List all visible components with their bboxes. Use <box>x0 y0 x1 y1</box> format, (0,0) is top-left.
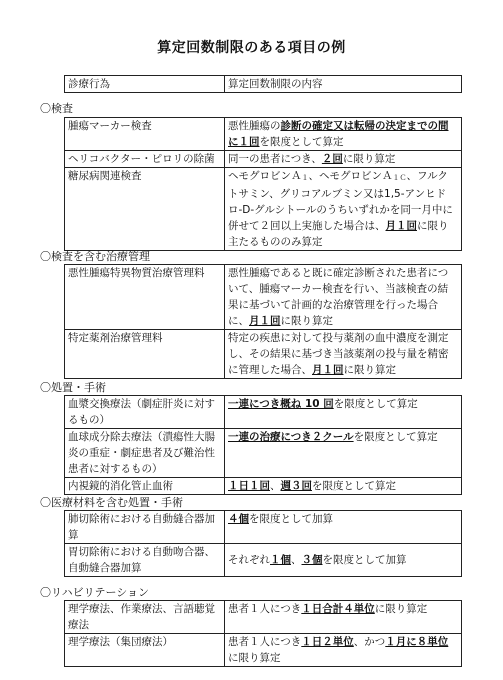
content-emphasis: ３個 <box>301 554 323 566</box>
content-text: 患者１人につき <box>228 636 302 648</box>
row-content <box>225 330 462 379</box>
content-emphasis: １日２単位 <box>301 636 354 648</box>
section-title-exam: 〇検査 <box>40 102 73 115</box>
row-content <box>225 168 462 251</box>
header-row <box>65 76 462 93</box>
content-text: 患者１人につき <box>228 603 302 615</box>
section-table-treatment-mgmt <box>64 264 462 379</box>
content-text: 同一の患者につき、 <box>228 153 322 165</box>
content-text: それぞれ <box>228 554 270 566</box>
row-label: 肺切除術における自動縫合器加算 <box>65 511 225 544</box>
content-text: 、 <box>291 554 302 566</box>
section-title-materials: 〇医療材料を含む処置・手術 <box>40 496 183 509</box>
content-emphasis: １個 <box>270 554 291 566</box>
row-content <box>225 265 462 330</box>
section-table-procedure <box>64 395 462 495</box>
content-text: 悪性腫瘍であると既に確定診断された患者について、腫瘍マーカー検査を行い、当該検査の結果に基づいて計画的な治療管理を行った場合に、 <box>228 267 449 327</box>
section-table-rehab <box>64 600 462 667</box>
table-row <box>65 634 462 667</box>
table-row <box>65 544 462 577</box>
content-emphasis: 一連の治療につき２クール <box>228 431 354 443</box>
row-content <box>225 511 462 544</box>
content-emphasis: 診断の確定又は転帰の決定までの間に１回 <box>228 120 449 148</box>
row-content <box>225 151 462 168</box>
section-table-exam <box>64 117 462 251</box>
content-emphasis: １日合計４単位 <box>301 603 375 615</box>
row-label: 胃切除術における自動吻合器、自動縫合器加算 <box>65 544 225 577</box>
content-text: を限度として算定 <box>333 398 418 410</box>
subscript: １ <box>301 174 309 182</box>
row-content <box>225 601 462 634</box>
content-emphasis: 月１回 <box>385 220 417 232</box>
section-table-materials <box>64 510 462 577</box>
page-title: 算定回数制限のある項目の例 <box>157 40 346 56</box>
header-table <box>64 75 462 93</box>
content-emphasis: １月に８単位 <box>385 636 449 648</box>
table-row <box>65 265 462 330</box>
content-emphasis: ４個 <box>228 513 249 525</box>
table-row <box>65 429 462 478</box>
table-row <box>65 478 462 495</box>
content-emphasis: 月１回 <box>249 315 281 327</box>
content-emphasis: 一連につき概ね 10 回 <box>228 398 334 410</box>
row-content <box>225 429 462 478</box>
content-text: に限り算定 <box>374 603 428 615</box>
content-text: 、 <box>270 480 281 492</box>
content-text: ヘモグロビンＡ <box>228 170 302 182</box>
table-row <box>65 511 462 544</box>
section-title-treatment-mgmt: 〇検査を含む治療管理 <box>40 250 150 263</box>
content-text: に限り算定 <box>228 652 281 664</box>
row-content <box>225 634 462 667</box>
section-title-rehab: 〇リハビリテーション <box>40 586 150 599</box>
content-text: を限度として加算 <box>322 554 407 566</box>
subscript: １Ｃ <box>392 174 407 182</box>
content-text: に限り算定 <box>342 153 396 165</box>
content-text: 、かつ <box>353 636 386 648</box>
section-title-procedure: 〇処置・手術 <box>40 381 106 394</box>
content-emphasis: 週３回 <box>280 480 312 492</box>
row-content <box>225 478 462 495</box>
header-col-limit: 算定回数制限の内容 <box>225 76 462 93</box>
row-label: 腫瘍マーカー検査 <box>65 118 225 151</box>
content-text: に限り算定 <box>343 364 396 376</box>
table-row <box>65 601 462 634</box>
content-text: を限度として加算 <box>249 513 333 525</box>
content-text: に限り主たるもののみ算定 <box>228 220 449 248</box>
table-row <box>65 396 462 429</box>
table-row <box>65 168 462 251</box>
row-content <box>225 544 462 577</box>
header-col-treatment: 診療行為 <box>65 76 225 93</box>
row-label: 理学療法（集団療法） <box>65 634 225 667</box>
table-row <box>65 118 462 151</box>
row-label: ヘリコバクター・ピロリの除菌 <box>65 151 225 168</box>
content-text: 悪性腫瘍の <box>228 120 281 132</box>
content-text: 特定の疾患に対して投与薬剤の血中濃度を測定し、その結果に基づき当該薬剤の投与量を精密に管理した場合、 <box>228 332 449 376</box>
content-emphasis: 月１回 <box>312 364 344 376</box>
content-text: を限度として算定 <box>259 136 344 148</box>
row-label: 理学療法、作業療法、言語聴覚療法 <box>65 601 225 634</box>
content-text: 、フルクトサミン、グリコアルブミン又は1,5-アンヒドロ-D-グルシトールのうちいずれかを同一月中に併せて２回以上実施した場合は、 <box>228 170 453 232</box>
row-content <box>225 396 462 429</box>
content-emphasis: １日１回 <box>228 480 270 492</box>
content-text: 、ヘモグロビンＡ <box>308 170 393 182</box>
row-label: 糖尿病関連検査 <box>65 168 225 251</box>
row-label: 悪性腫瘍特異物質治療管理料 <box>65 265 225 330</box>
content-text: を限度として算定 <box>353 431 438 443</box>
row-label: 特定薬剤治療管理料 <box>65 330 225 379</box>
row-label: 血球成分除去療法（潰瘍性大腸炎の重症・劇症患者及び難治性患者に対するもの） <box>65 429 225 478</box>
table-row <box>65 330 462 379</box>
table-row <box>65 151 462 168</box>
content-text: に限り算定 <box>280 315 333 327</box>
content-text: を限度として算定 <box>312 480 396 492</box>
row-label: 血漿交換療法（劇症肝炎に対するもの） <box>65 396 225 429</box>
row-content <box>225 118 462 151</box>
row-label: 内視鏡的消化管止血術 <box>65 478 225 495</box>
content-emphasis: ２回 <box>321 153 343 165</box>
